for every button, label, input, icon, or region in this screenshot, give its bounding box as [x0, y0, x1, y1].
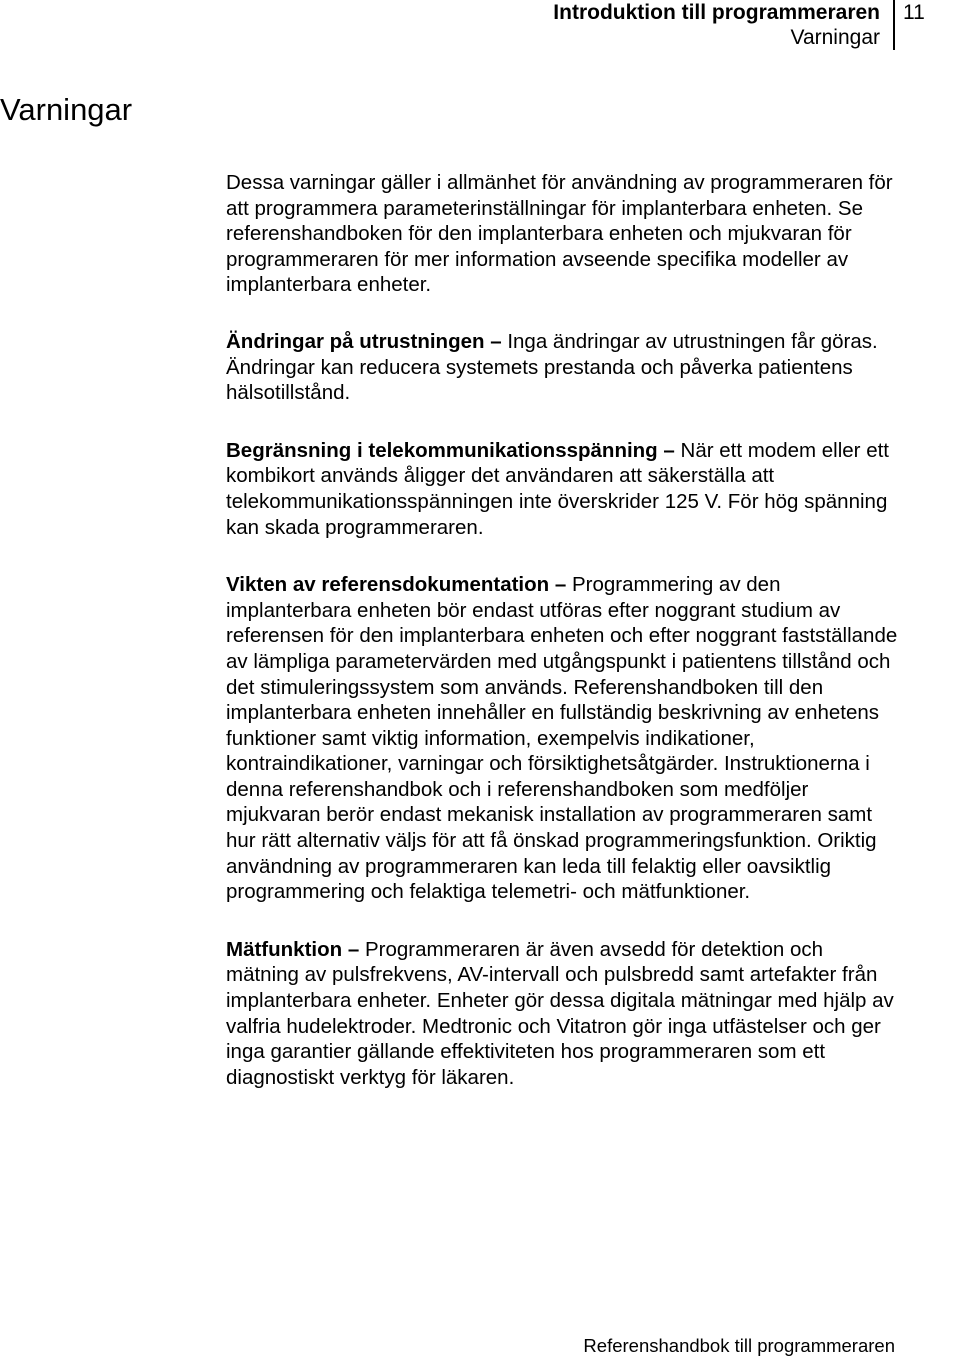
header-section-title: Introduktion till programmeraren — [553, 1, 880, 24]
reference-warning-text: Programmering av den implanterbara enheten bör endast utföras efter noggrant studium av referensen för den implanterbara enheten och efter noggrant fastställande av lämpliga parametervärden med utgångspunkt i patientens tillstånd och det stimuleringssystem som används. Referenshandboken till den implanterbara enheten innehåller en fullständig beskrivning av enhetens funktioner samt viktig information, exempelvis indikationer, kontraindikationer, varningar och försiktighetsåtgärder. Instruktionerna i denna referenshandbok och i referenshandboken som medföljer mjukvaran berör endast mekanisk installation av programmeraren samt hur rätt alternativ väljs för att få önskad programmeringsfunktion. Oriktig användning av programmeraren kan leda till felaktig eller oavsiktlig programmering och felaktiga telemetri- och mätfunktioner. — [226, 573, 898, 904]
intro-paragraph: Dessa varningar gäller i allmänhet för användning av programmeraren för att programmera parameterinställningar för implanterbara enheten. Se referenshandboken för den implanterbara enheten och mjukvaran för programmeraren för mer information avseende specifika modeller av implanterbara enheter. — [226, 171, 893, 297]
telecom-warning-text: När ett modem eller ett kombikort används åligger det användaren att säkerställa att telekommunikationsspänningen inte överskrider 125 V. För hög spänning kan skada programmeraren. — [226, 438, 890, 539]
measurement-warning-heading: Mätfunktion – — [226, 937, 360, 961]
measurement-warning-text: Programmeraren är även avsedd för detektion och mätning av pulsfrekvens, AV-intervall och pulsbredd samt artefakter från implanterbara enheter. Enheter gör dessa digitala mätningar med hjälp av valfria hudelektroder. Medtronic och Vitatron gör inga utfästelser och ger inga garantier gällande effektiviteten hos programmeraren som ett diagnostiskt verktyg för läkaren. — [226, 937, 894, 1089]
telecom-warning-paragraph — [226, 438, 898, 540]
reference-warning-heading: Vikten av referensdokumentation – — [226, 573, 567, 597]
header-divider — [893, 0, 895, 50]
running-header — [553, 0, 880, 50]
page-title: Varningar — [0, 92, 133, 127]
equipment-warning-text: Inga ändringar av utrustningen får göras. Ändringar kan reducera systemets prestanda och påverka patientens hälsotillstånd. — [226, 329, 878, 405]
equipment-warning-paragraph — [226, 329, 898, 406]
reference-warning-paragraph — [226, 572, 898, 905]
running-footer: Referenshandbok till programmeraren — [583, 1335, 895, 1356]
body-text — [226, 170, 898, 1090]
page-number: 11 — [903, 1, 925, 24]
measurement-warning-paragraph — [226, 937, 898, 1091]
equipment-warning-heading: Ändringar på utrustningen – — [226, 329, 502, 353]
telecom-warning-heading: Begränsning i telekommunikationsspänning – — [226, 438, 675, 462]
header-subsection: Varningar — [790, 26, 880, 49]
